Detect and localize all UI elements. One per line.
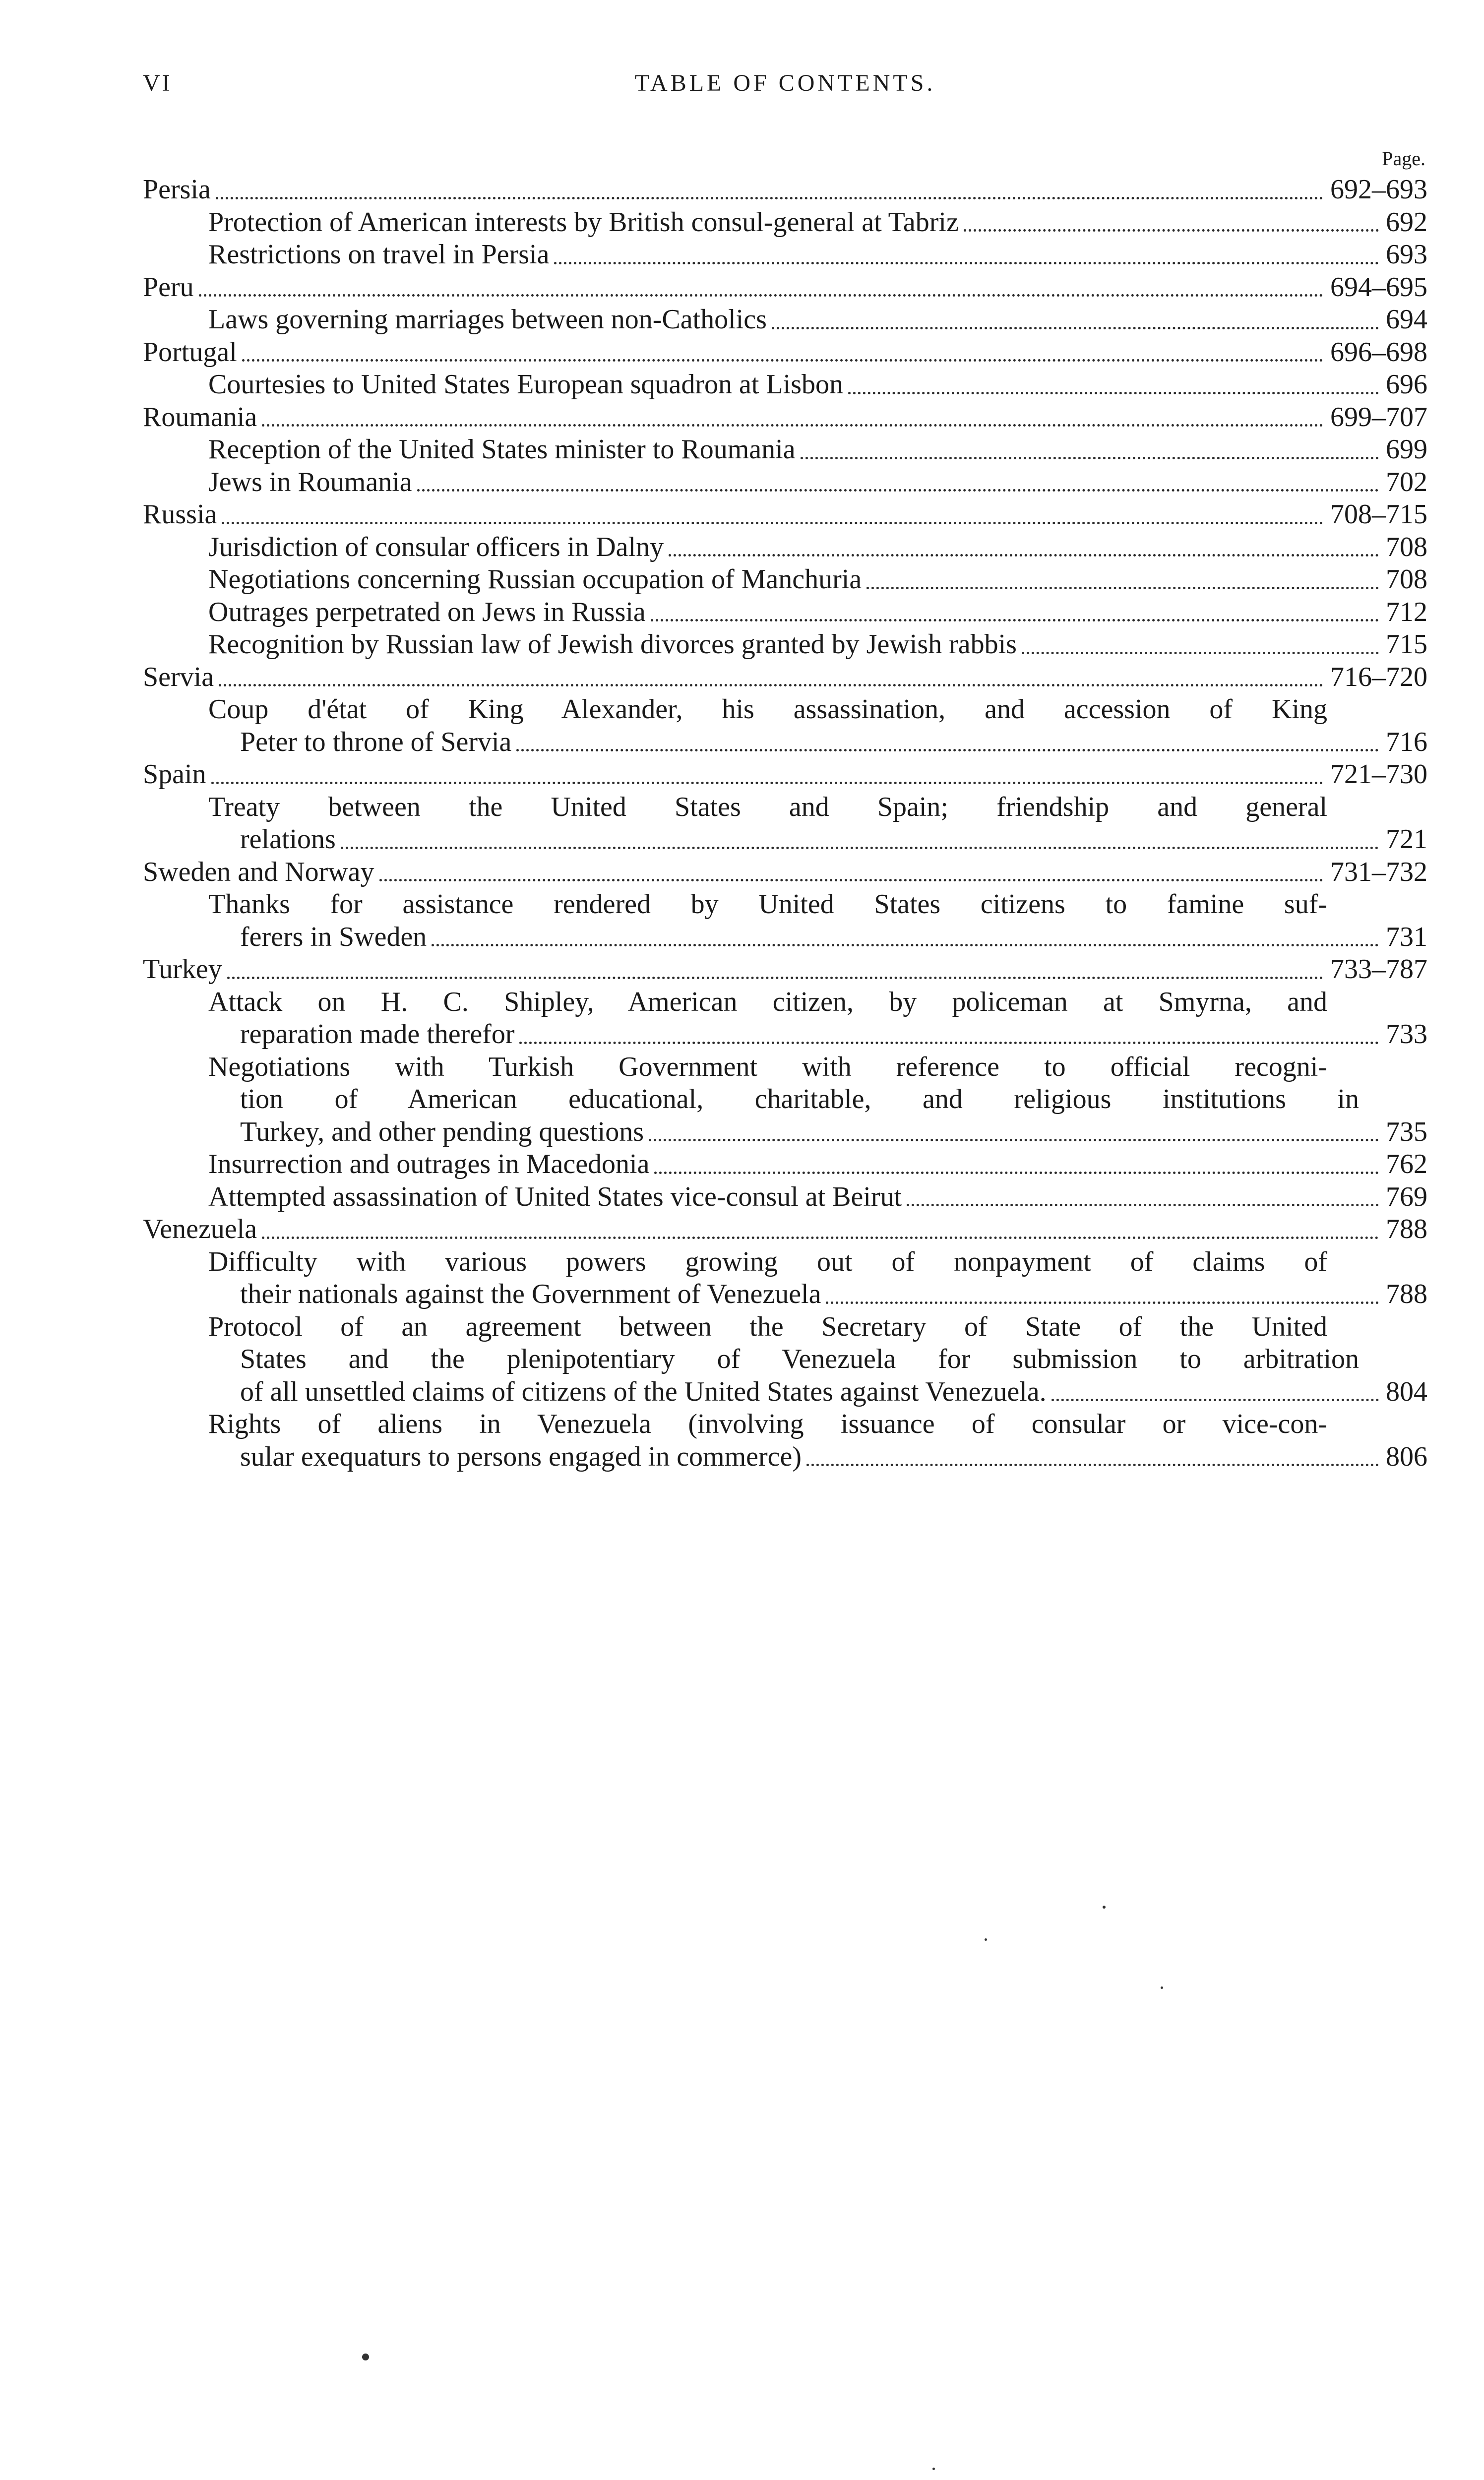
entry-page: 693 [1386,239,1427,270]
entry-title: Venezuela [143,1214,257,1244]
dot-leader [801,451,1379,459]
toc-entry-sweden-and-norway[interactable] [143,856,1427,889]
entry-page: 696 [1386,369,1427,400]
dot-leader [341,841,1379,849]
toc-subentry[interactable] [143,823,1427,856]
toc-subentry[interactable] [143,1018,1427,1051]
toc-entry-russia[interactable] [143,498,1427,531]
dot-leader [417,483,1379,492]
entry-page: 788 [1386,1214,1427,1244]
entry-title: Courtesies to United States European squadron at Lisbon [208,369,843,400]
toc-subentry[interactable] [143,1181,1427,1214]
entry-wrap-line: Negotiations with Turkish Government with reference to official recogni- [208,1051,1327,1082]
entry-page: 788 [1386,1279,1427,1309]
scan-speck [1103,1906,1106,1909]
entry-page: 731 [1386,921,1427,952]
dot-leader [806,1458,1379,1466]
entry-page: 716 [1386,726,1427,757]
toc-entry-turkey[interactable] [143,953,1427,986]
page-title: TABLE OF CONTENTS. [634,70,936,96]
entry-page: 715 [1386,629,1427,660]
entry-page: 735 [1386,1116,1427,1147]
entry-page: 716–720 [1330,661,1427,692]
entry-page: 806 [1386,1441,1427,1472]
entry-title: Persia [143,174,211,205]
dot-leader [519,1036,1379,1044]
dot-leader [964,223,1379,232]
entry-title: Laws governing marriages between non-Catholics [208,304,767,335]
dot-leader [199,288,1323,297]
entry-title: Restrictions on travel in Persia [208,239,550,270]
entry-title: Attempted assassination of United States vice-consul at Beirut [208,1181,902,1212]
scan-speck [932,2468,935,2470]
entry-wrap-line: tion of American educational, charitable, and religious institutions in [240,1084,1359,1115]
dot-leader [649,1133,1379,1141]
toc-entry-roumania[interactable] [143,401,1427,434]
entry-title: Jews in Roumania [208,466,412,497]
entry-title: Servia [143,661,214,692]
toc-entry-spain[interactable] [143,758,1427,791]
entry-wrap-line: Protocol of an agreement between the Secretary of State of the United [208,1311,1327,1342]
dot-leader [826,1296,1379,1304]
entry-title: reparation made therefor [240,1019,515,1050]
entry-page: 694–695 [1330,271,1427,303]
dot-leader [432,938,1379,946]
page-header [143,69,1427,114]
toc-entry-peru[interactable] [143,271,1427,304]
dot-leader [1051,1393,1379,1401]
toc-subentry[interactable] [143,596,1427,629]
entry-wrap-line: Difficulty with various powers growing out of nonpayment of claims of [208,1246,1327,1277]
dot-leader [211,776,1323,784]
entry-page: 733 [1386,1019,1427,1050]
entry-title: Insurrection and outrages in Macedonia [208,1149,650,1179]
page-column-header: Page. [1382,147,1425,170]
entry-page: 692 [1386,206,1427,238]
page-number: VI [143,70,172,96]
entry-page: 804 [1386,1376,1427,1407]
scan-speck [1161,1986,1163,1989]
toc-subentry[interactable] [143,531,1427,564]
dot-leader [219,678,1323,686]
entry-page: 708 [1386,564,1427,595]
toc-entry-portugal[interactable] [143,336,1427,369]
dot-leader [772,321,1379,329]
toc-entry-servia[interactable] [143,661,1427,694]
toc-subentry[interactable] [143,1148,1427,1181]
dot-leader [907,1198,1379,1206]
entry-wrap-line: Attack on H. C. Shipley, American citizen, by policeman at Smyrna, and [208,986,1327,1017]
entry-title: Jurisdiction of consular officers in Dalny [208,531,664,562]
dot-leader [379,873,1323,881]
entry-page: 712 [1386,596,1427,627]
entry-wrap-line: Treaty between the United States and Spain; friendship and general [208,791,1327,822]
toc-subentry[interactable] [143,206,1427,239]
dot-leader [669,548,1379,557]
entry-title: Turkey, and other pending questions [240,1116,644,1147]
dot-leader [554,256,1379,264]
entry-wrap-line: Coup d'état of King Alexander, his assassination, and accession of King [208,694,1327,725]
toc-entry-venezuela[interactable] [143,1213,1427,1246]
scan-speck [985,1938,987,1941]
entry-title: Negotiations concerning Russian occupation of Manchuria [208,564,862,595]
entry-title: Spain [143,759,206,790]
toc-subentry[interactable] [143,239,1427,271]
toc-subentry[interactable] [143,1278,1427,1311]
entry-page: 694 [1386,304,1427,335]
toc-subentry[interactable] [143,921,1427,954]
toc-subentry[interactable] [143,466,1427,499]
entry-page: 731–732 [1330,856,1427,887]
entry-page: 708 [1386,531,1427,562]
entry-title: of all unsettled claims of citizens of the United States against Venezuela. [240,1376,1047,1407]
entry-title: relations [240,824,336,855]
dot-leader [227,971,1323,979]
entry-title: Russia [143,499,217,530]
toc-subentry[interactable] [143,1441,1427,1474]
entry-wrap-line: States and the plenipotentiary of Venezuela for submission to arbitration [240,1344,1359,1374]
entry-wrap-line: Rights of aliens in Venezuela (involving issuance of consular or vice-con- [208,1409,1327,1439]
entry-title: Sweden and Norway [143,856,374,887]
entry-title: ferers in Sweden [240,921,427,952]
dot-leader [866,581,1379,589]
toc-subentry[interactable] [143,434,1427,466]
dot-leader [262,1231,1379,1239]
entry-title: sular exequaturs to persons engaged in commerce) [240,1441,802,1472]
dot-leader [848,386,1379,394]
dot-leader [216,191,1323,199]
entry-title: Roumania [143,401,257,433]
entry-page: 696–698 [1330,336,1427,368]
toc-subentry[interactable] [143,1376,1427,1409]
dot-leader [1022,646,1379,654]
scan-speck [362,2354,369,2360]
entry-page: 733–787 [1330,954,1427,985]
entry-page: 762 [1386,1149,1427,1179]
dot-leader [222,516,1323,524]
dot-leader [516,743,1379,751]
toc-subentry[interactable] [143,563,1427,596]
dot-leader [242,353,1323,362]
entry-page: 721 [1386,824,1427,855]
entry-title: Peru [143,271,194,303]
toc-subentry[interactable] [143,304,1427,336]
entry-title: Outrages perpetrated on Jews in Russia [208,596,646,627]
entry-title: Portugal [143,336,237,368]
entry-title: Reception of the United States minister to Roumania [208,434,796,465]
entry-wrap-line: Thanks for assistance rendered by United States citizens to famine suf- [208,889,1327,920]
entry-title: Turkey [143,954,222,985]
toc-subentry[interactable] [143,369,1427,401]
dot-leader [262,418,1323,427]
toc-subentry[interactable] [143,628,1427,661]
entry-page: 708–715 [1330,499,1427,530]
toc-subentry[interactable] [143,1116,1427,1149]
entry-page: 721–730 [1330,759,1427,790]
entry-page: 699 [1386,434,1427,465]
entry-title: Recognition by Russian law of Jewish divorces granted by Jewish rabbis [208,629,1017,660]
entry-page: 692–693 [1330,174,1427,205]
table-of-contents [143,144,1427,1473]
dot-leader [651,613,1379,621]
entry-title: their nationals against the Government of Venezuela [240,1279,821,1309]
entry-page: 769 [1386,1181,1427,1212]
toc-entry-persia[interactable] [143,174,1427,206]
entry-title: Peter to throne of Servia [240,726,512,757]
toc-subentry[interactable] [143,726,1427,759]
dot-leader [654,1166,1379,1174]
entry-page: 702 [1386,466,1427,497]
entry-title: Protection of American interests by British consul-general at Tabriz [208,206,959,238]
entry-page: 699–707 [1330,401,1427,433]
